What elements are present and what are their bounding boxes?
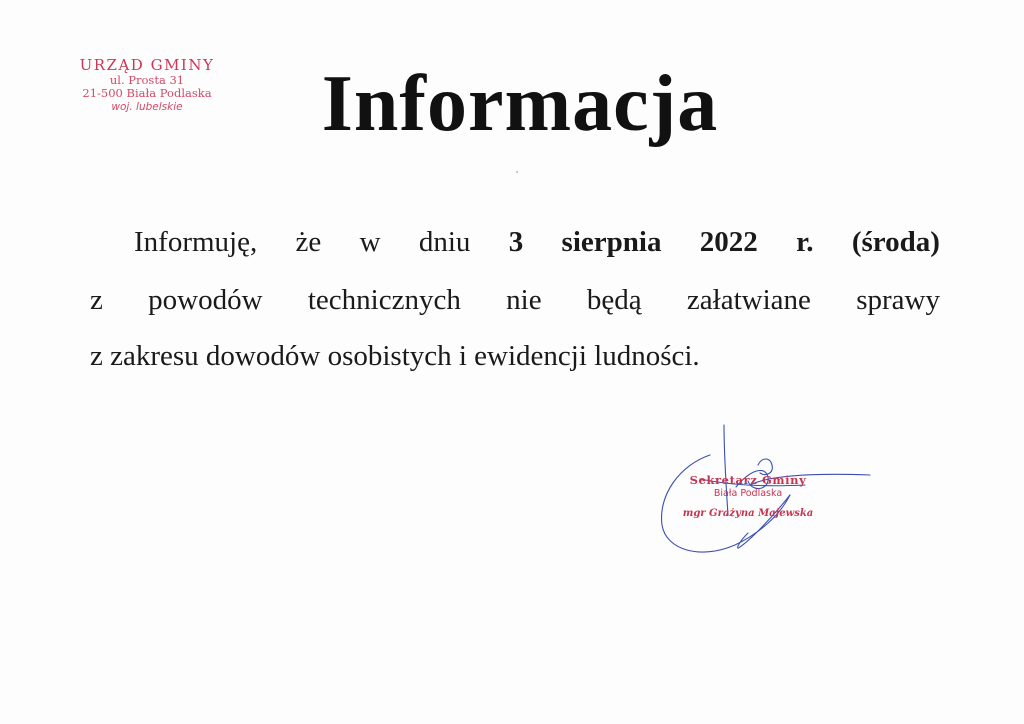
stamp-office-name: URZĄD GMINY (79, 56, 215, 74)
stamp-city: 21-500 Biała Podlaska (82, 86, 212, 101)
body-line-2 (90, 284, 940, 317)
body-date-day: 3 (508, 226, 524, 258)
body-word: dniu (418, 226, 471, 258)
body-word: że (295, 226, 322, 258)
body-date-weekday: (środa) (851, 226, 940, 258)
stamp-region: woj. lubelskie (111, 100, 183, 113)
body-date-suffix: r. (796, 226, 814, 258)
body-date-year: 2022 (699, 226, 758, 258)
body-date-month: sierpnia (561, 226, 662, 258)
body-word: nie (506, 284, 542, 316)
page-title: Informacja (321, 60, 719, 148)
scan-speck (516, 171, 518, 173)
signature-place: Biała Podlaska (713, 487, 783, 499)
stamp-street: ul. Prosta 31 (109, 73, 185, 88)
body-word: z (90, 284, 103, 316)
body-word: będą (586, 284, 642, 316)
signature-stamp (668, 474, 828, 520)
body-word: w (359, 226, 381, 258)
body-word: załatwiane (686, 284, 811, 316)
body-word: Informuję, (134, 226, 258, 258)
office-stamp (62, 57, 232, 113)
signature-role: Sekretarz Gminy (689, 473, 807, 487)
body-word: sprawy (856, 284, 940, 316)
body-line-3: z zakresu dowodów osobistych i ewidencji ludności. (90, 340, 700, 372)
body-line-1 (134, 226, 940, 259)
body-word: technicznych (307, 284, 461, 316)
body-word: powodów (148, 284, 263, 316)
signature-person: mgr Grażyna Majewska (682, 508, 814, 520)
